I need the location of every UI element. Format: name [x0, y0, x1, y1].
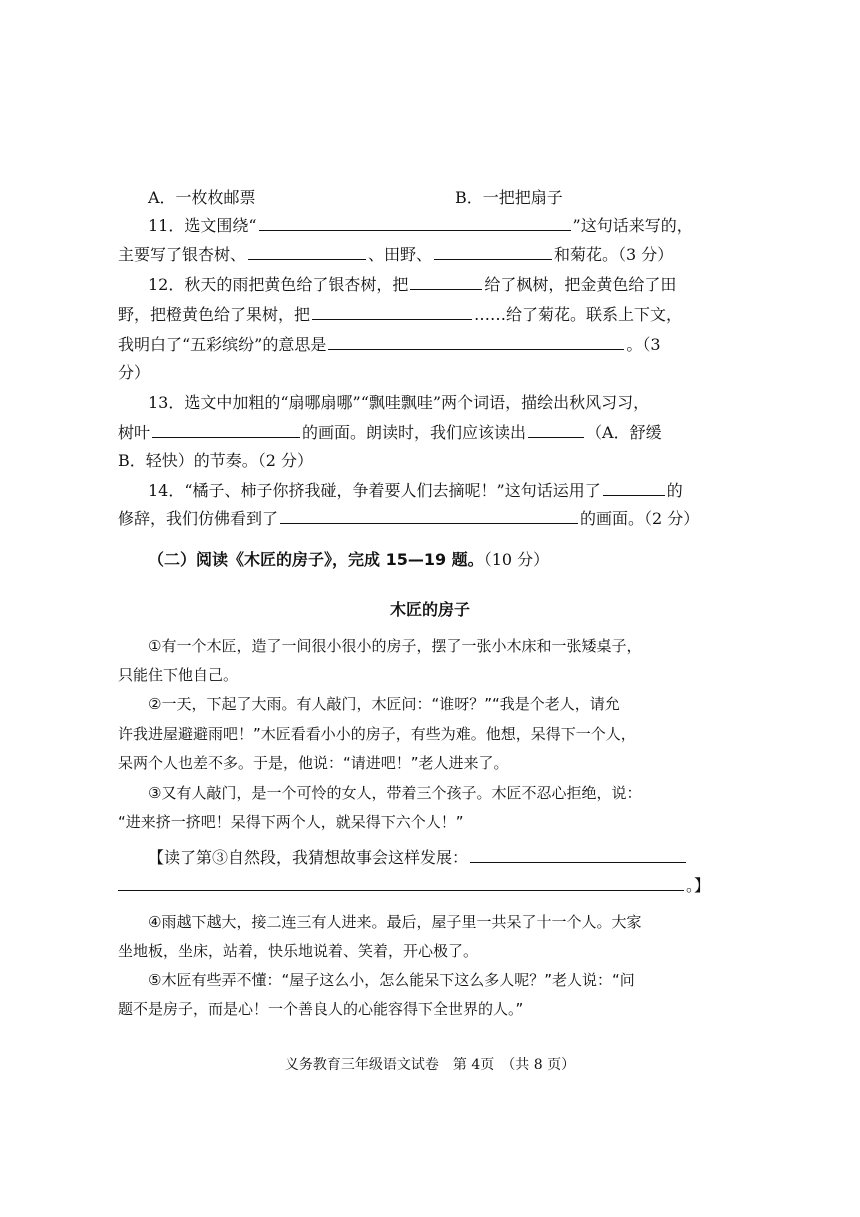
- story-paragraph-4: ④雨越下越大，接二连三有人进来。最后，屋子里一共呆了十一个人。大家: [148, 913, 642, 931]
- story-paragraph-5: ⑤木匠有些弄不懂：“屋子这么小，怎么能呆下这么多人呢？”老人说：“问: [148, 971, 635, 989]
- guess-prompt-cont: [118, 876, 728, 896]
- guess-prompt: [148, 848, 728, 868]
- q11-text: ”这句话来写的，: [572, 216, 693, 235]
- answer-blank[interactable]: [470, 848, 686, 863]
- question-14-line-2: [118, 509, 728, 529]
- q11-text: 、田野、: [368, 245, 433, 264]
- section-2-score: （10 分）: [483, 550, 550, 569]
- q13-text: 的画面。朗读时，我们应该读出: [302, 423, 527, 442]
- question-13-line-3: [118, 451, 728, 471]
- question-12-line-2: [118, 305, 728, 325]
- q13-text: 13．选文中加粗的“扇哪扇哪”“飘哇飘哇”两个词语，描绘出秋风习习，: [148, 393, 650, 412]
- story-paragraph-3: ③又有人敲门，是一个可怜的女人，带着三个孩子。木匠不忍心拒绝，说：: [148, 784, 642, 802]
- answer-blank[interactable]: [248, 245, 366, 260]
- story-title: 木匠的房子: [389, 600, 470, 619]
- q12-text: ……给了菊花。联系上下文，: [474, 305, 683, 324]
- q11-text: 和菊花。（3 分）: [554, 245, 674, 264]
- guess-end: 。】: [686, 876, 711, 895]
- q12-text: 12．秋天的雨把黄色给了银杏树，把: [148, 275, 409, 294]
- answer-blank[interactable]: [410, 275, 482, 290]
- story-paragraph-5-cont: 题不是房子，而是心！一个善良人的心能容得下全世界的人。”: [118, 1000, 524, 1018]
- answer-blank[interactable]: [259, 216, 571, 231]
- answer-blank[interactable]: [118, 876, 684, 891]
- answer-blank[interactable]: [328, 335, 624, 350]
- story-paragraph-4-cont: 坐地板，坐床，站着，快乐地说着、笑着，开心极了。: [118, 942, 479, 960]
- question-12-line-3: [118, 335, 728, 355]
- answer-blank[interactable]: [603, 481, 665, 496]
- q12-text: 我明白了“五彩缤纷”的意思是: [118, 335, 327, 354]
- question-11-line-2: [118, 245, 728, 265]
- q12-text: 。（3: [626, 335, 661, 354]
- answer-blank[interactable]: [152, 423, 300, 438]
- story-paragraph-2: ②一天，下起了大雨。有人敲门，木匠问：“谁呀？”“我是个老人，请允: [148, 695, 620, 713]
- q14-text: 修辞，我们仿佛看到了: [118, 509, 279, 528]
- options-row: [148, 188, 728, 208]
- story-paragraph-3-cont: “进来挤一挤吧！呆得下两个人，就呆得下六个人！”: [118, 813, 464, 831]
- q12-text: 给了枫树，把金黄色给了田: [484, 275, 677, 294]
- q14-text: 的画面。（2 分）: [580, 509, 700, 528]
- q11-text: 11．选文围绕“: [148, 216, 257, 235]
- question-12-line-4: [118, 363, 728, 383]
- option-a: A．一枚枚邮票: [148, 188, 256, 207]
- answer-blank[interactable]: [434, 245, 552, 260]
- story-paragraph-1-cont: 只能住下他自己。: [118, 666, 239, 684]
- q14-text: 14．“橘子、柿子你挤我碰，争着要人们去摘呢！”这句话运用了: [148, 481, 601, 500]
- option-b: B．一把把扇子: [455, 188, 563, 207]
- story-paragraph-1: ①有一个木匠，造了一间很小很小的房子，摆了一张小木床和一张矮桌子，: [148, 637, 642, 655]
- answer-blank[interactable]: [280, 509, 578, 524]
- answer-blank[interactable]: [528, 423, 584, 438]
- answer-blank[interactable]: [312, 305, 472, 320]
- q12-text: 分）: [118, 363, 151, 382]
- question-14-line-1: [148, 481, 728, 501]
- question-11-line-1: [148, 216, 728, 236]
- q13-text: （A．舒缓: [586, 423, 662, 442]
- question-13-line-2: [118, 423, 728, 443]
- q14-text: 的: [666, 481, 683, 500]
- section-2-heading-bold: （二）阅读《木匠的房子》，完成 15—19 题。: [148, 550, 484, 569]
- q11-text: 主要写了银杏树、: [118, 245, 247, 264]
- question-12-line-1: [148, 275, 728, 295]
- story-paragraph-2-cont: 许我进屋避避雨吧！”木匠看看小小的房子，有些为难。他想，呆得下一个人，: [118, 725, 636, 743]
- guess-text: 【读了第③自然段，我猜想故事会这样发展：: [148, 848, 469, 867]
- q13-text: B．轻快）的节奏。（2 分）: [118, 451, 314, 470]
- question-13-line-1: [148, 393, 728, 413]
- story-paragraph-2-cont: 呆两个人也差不多。于是，他说：“请进吧！”老人进来了。: [118, 754, 509, 772]
- q12-text: 野，把橙黄色给了果树，把: [118, 305, 311, 324]
- section-2-heading: [148, 550, 728, 570]
- q13-text: 树叶: [118, 423, 151, 442]
- page-footer: 义务教育三年级语文试卷 第 4页 （共 8 页）: [284, 1057, 576, 1073]
